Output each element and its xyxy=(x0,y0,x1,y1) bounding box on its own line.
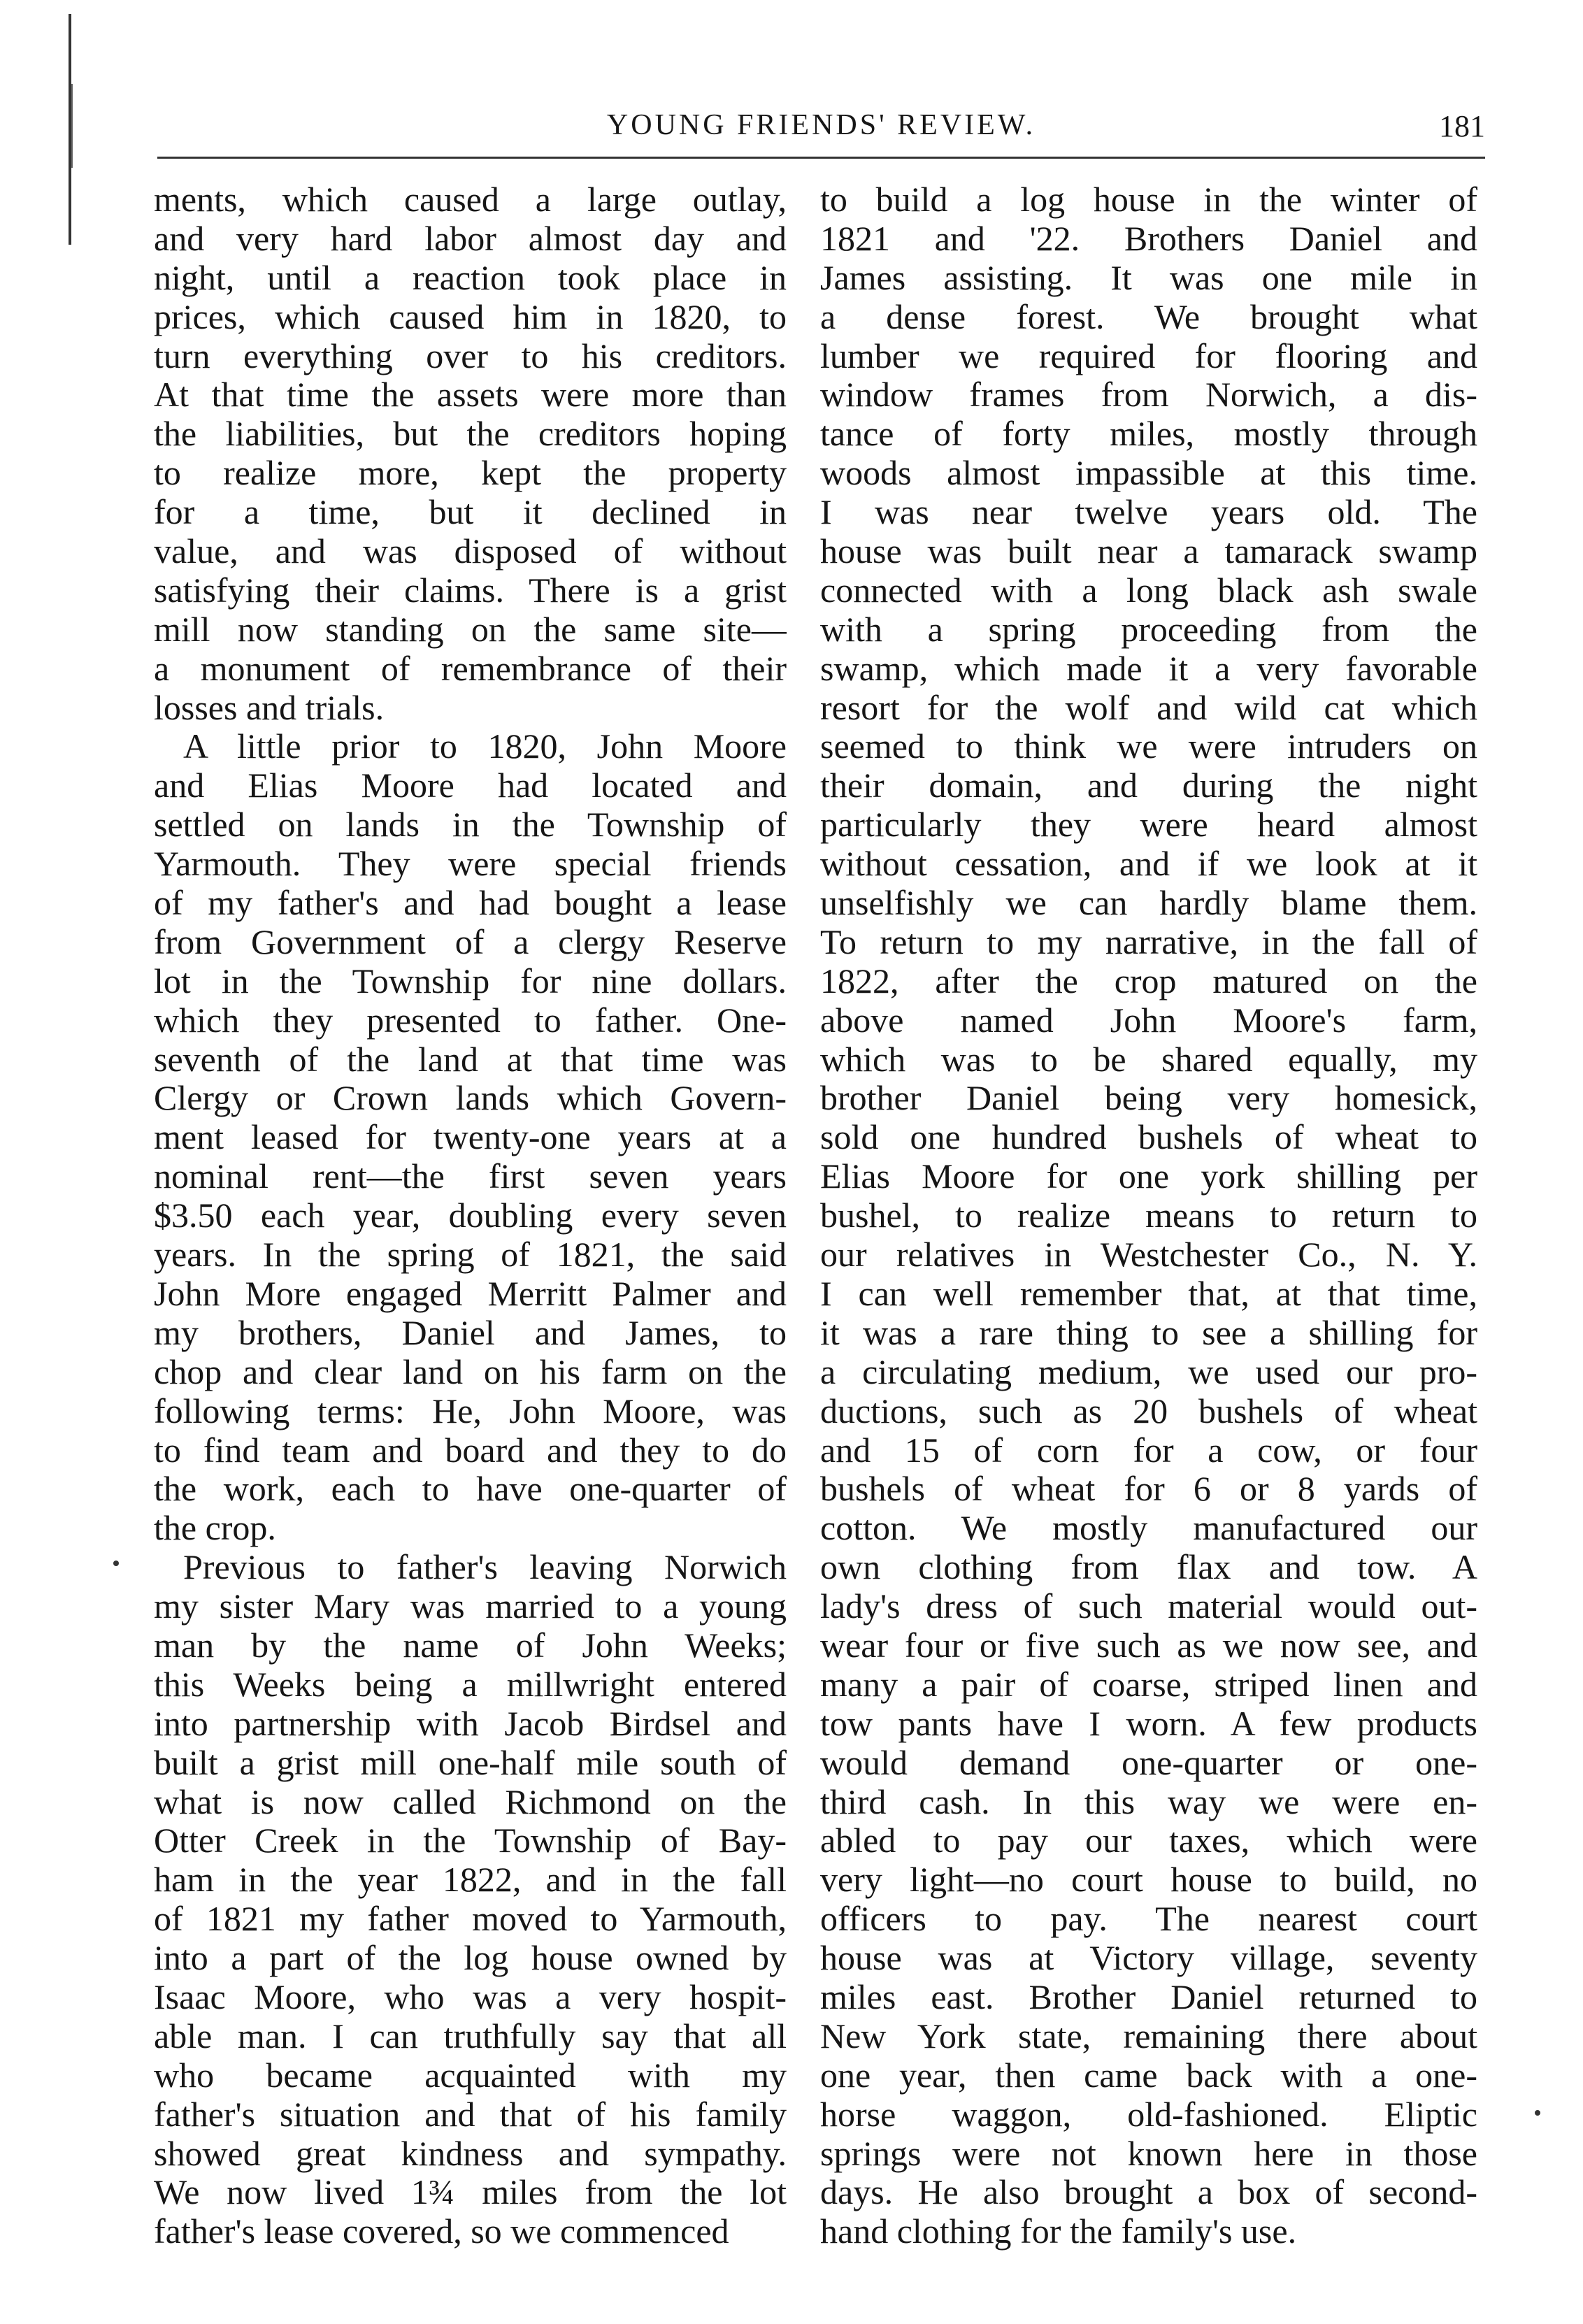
text-line: of 1821 my father moved to Yarmouth, xyxy=(154,1900,787,1939)
right-column xyxy=(820,180,1477,2251)
text-line: James assisting. It was one mile in xyxy=(820,258,1477,297)
text-line: above named John Moore's farm, xyxy=(820,1000,1477,1040)
text-line: this Weeks being a millwright entered xyxy=(154,1665,787,1704)
text-line: lady's dress of such material would out- xyxy=(820,1587,1477,1626)
text-line: man by the name of John Weeks; xyxy=(154,1626,787,1665)
text-line: turn everything over to his creditors. xyxy=(154,336,787,375)
text-line: a dense forest. We brought what xyxy=(820,297,1477,336)
page-edge-mark xyxy=(71,84,73,168)
text-line: connected with a long black ash swale xyxy=(820,571,1477,610)
text-line: window frames from Norwich, a dis- xyxy=(820,375,1477,415)
text-line: to realize more, kept the property xyxy=(154,454,787,493)
text-line: Previous to father's leaving Norwich xyxy=(183,1548,787,1587)
text-line: Isaac Moore, who was a very hospit- xyxy=(154,1977,787,2016)
text-line: losses and trials. xyxy=(154,688,385,727)
text-line: settled on lands in the Township of xyxy=(154,805,787,845)
text-line: I can well remember that, at that time, xyxy=(820,1274,1477,1313)
text-line: unselfishly we can hardly blame them. xyxy=(820,884,1477,923)
text-line: father's situation and that of his family xyxy=(154,2095,787,2134)
text-line: lot in the Township for nine dollars. xyxy=(154,961,787,1000)
text-line: Yarmouth. They were special friends xyxy=(154,845,787,884)
text-line: Otter Creek in the Township of Bay- xyxy=(154,1821,787,1860)
text-line: our relatives in Westchester Co., N. Y. xyxy=(820,1235,1477,1275)
text-line: many a pair of coarse, striped linen and xyxy=(820,1665,1477,1704)
text-line: We now lived 1¾ miles from the lot xyxy=(154,2173,787,2212)
text-line: prices, which caused him in 1820, to xyxy=(154,297,787,336)
text-line: built a grist mill one-half mile south of xyxy=(154,1743,787,1782)
text-line: mill now standing on the same site— xyxy=(154,610,787,649)
text-line: my sister Mary was married to a young xyxy=(154,1587,787,1626)
text-line: bushels of wheat for 6 or 8 yards of xyxy=(820,1470,1477,1509)
text-line: father's lease covered, so we commenced xyxy=(154,2212,729,2251)
text-line: years. In the spring of 1821, the said xyxy=(154,1235,787,1275)
stray-mark xyxy=(1535,2110,1540,2116)
text-line: the crop. xyxy=(154,1509,276,1548)
running-title: YOUNG FRIENDS' REVIEW. xyxy=(606,109,1036,141)
text-line: my brothers, Daniel and James, to xyxy=(154,1313,787,1352)
text-line: ment leased for twenty-one years at a xyxy=(154,1118,787,1157)
text-line: springs were not known here in those xyxy=(820,2134,1477,2173)
text-line: for a time, but it declined in xyxy=(154,493,787,532)
text-line: $3.50 each year, doubling every seven xyxy=(154,1196,787,1235)
text-line: a circulating medium, we used our pro- xyxy=(820,1352,1477,1391)
text-line: chop and clear land on his farm on the xyxy=(154,1352,787,1391)
text-line: able man. I can truthfully say that all xyxy=(154,2016,787,2056)
text-line: own clothing from flax and tow. A xyxy=(820,1548,1477,1587)
text-line: what is now called Richmond on the xyxy=(154,1782,787,1821)
text-line: ments, which caused a large outlay, xyxy=(154,180,787,219)
text-line: the work, each to have one-quarter of xyxy=(154,1470,787,1509)
text-line: very light—no court house to build, no xyxy=(820,1860,1477,1900)
text-line: house was built near a tamarack swamp xyxy=(820,532,1477,571)
text-line: abled to pay our taxes, which were xyxy=(820,1821,1477,1860)
text-line: and Elias Moore had located and xyxy=(154,766,787,805)
running-head xyxy=(157,108,1485,157)
text-line: cotton. We mostly manufactured our xyxy=(820,1509,1477,1548)
text-line: which was to be shared equally, my xyxy=(820,1040,1477,1079)
text-line: Clergy or Crown lands which Govern- xyxy=(154,1079,787,1118)
left-column xyxy=(154,180,787,2251)
text-line: would demand one-quarter or one- xyxy=(820,1743,1477,1782)
text-line: sold one hundred bushels of wheat to xyxy=(820,1118,1477,1157)
text-line: satisfying their claims. There is a grist xyxy=(154,571,787,610)
text-line: to find team and board and they to do xyxy=(154,1430,787,1470)
text-line: A little prior to 1820, John Moore xyxy=(183,727,787,766)
text-line: lumber we required for flooring and xyxy=(820,336,1477,375)
page-number: 181 xyxy=(1439,109,1485,143)
text-line: bushel, to realize means to return to xyxy=(820,1196,1477,1235)
text-line: I was near twelve years old. The xyxy=(820,493,1477,532)
text-line: of my father's and had bought a lease xyxy=(154,884,787,923)
text-line: days. He also brought a box of second- xyxy=(820,2173,1477,2212)
text-line: into a part of the log house owned by xyxy=(154,1939,787,1978)
text-line: woods almost impassible at this time. xyxy=(820,454,1477,493)
text-line: showed great kindness and sympathy. xyxy=(154,2134,787,2173)
text-line: swamp, which made it a very favorable xyxy=(820,649,1477,688)
text-line: New York state, remaining there about xyxy=(820,2016,1477,2056)
header-rule xyxy=(157,157,1485,159)
text-line: To return to my narrative, in the fall of xyxy=(820,922,1477,961)
text-line: seemed to think we were intruders on xyxy=(820,727,1477,766)
text-line: ductions, such as 20 bushels of wheat xyxy=(820,1391,1477,1430)
text-line: which they presented to father. One- xyxy=(154,1000,787,1040)
text-line: a monument of remembrance of their xyxy=(154,649,787,688)
text-line: with a spring proceeding from the xyxy=(820,610,1477,649)
text-line: John More engaged Merritt Palmer and xyxy=(154,1274,787,1313)
text-line: to build a log house in the winter of xyxy=(820,180,1477,219)
text-line: from Government of a clergy Reserve xyxy=(154,922,787,961)
text-line: 1821 and '22. Brothers Daniel and xyxy=(820,219,1477,258)
text-line: without cessation, and if we look at it xyxy=(820,845,1477,884)
text-line: third cash. In this way we were en- xyxy=(820,1782,1477,1821)
text-line: one year, then came back with a one- xyxy=(820,2056,1477,2095)
text-line: wear four or five such as we now see, and xyxy=(820,1626,1477,1665)
text-line: ham in the year 1822, and in the fall xyxy=(154,1860,787,1900)
text-line: it was a rare thing to see a shilling for xyxy=(820,1313,1477,1352)
text-line: the liabilities, but the creditors hoping xyxy=(154,415,787,454)
text-line: and very hard labor almost day and xyxy=(154,219,787,258)
text-line: into partnership with Jacob Birdsel and xyxy=(154,1704,787,1743)
text-line: tance of forty miles, mostly through xyxy=(820,415,1477,454)
text-line: their domain, and during the night xyxy=(820,766,1477,805)
text-line: hand clothing for the family's use. xyxy=(820,2212,1297,2251)
text-line: horse waggon, old-fashioned. Eliptic xyxy=(820,2095,1477,2134)
text-line: tow pants have I worn. A few products xyxy=(820,1704,1477,1743)
text-line: house was at Victory village, seventy xyxy=(820,1939,1477,1978)
text-line: brother Daniel being very homesick, xyxy=(820,1079,1477,1118)
text-line: nominal rent—the first seven years xyxy=(154,1157,787,1196)
text-line: seventh of the land at that time was xyxy=(154,1040,787,1079)
text-line: particularly they were heard almost xyxy=(820,805,1477,845)
text-line: and 15 of corn for a cow, or four xyxy=(820,1430,1477,1470)
text-line: At that time the assets were more than xyxy=(154,375,787,415)
stray-mark xyxy=(113,1561,119,1566)
text-line: resort for the wolf and wild cat which xyxy=(820,688,1477,727)
text-line: 1822, after the crop matured on the xyxy=(820,961,1477,1000)
text-line: who became acquainted with my xyxy=(154,2056,787,2095)
text-line: miles east. Brother Daniel returned to xyxy=(820,1977,1477,2016)
text-line: value, and was disposed of without xyxy=(154,532,787,571)
text-line: following terms: He, John Moore, was xyxy=(154,1391,787,1430)
text-line: Elias Moore for one york shilling per xyxy=(820,1157,1477,1196)
text-line: night, until a reaction took place in xyxy=(154,258,787,297)
text-line: officers to pay. The nearest court xyxy=(820,1900,1477,1939)
